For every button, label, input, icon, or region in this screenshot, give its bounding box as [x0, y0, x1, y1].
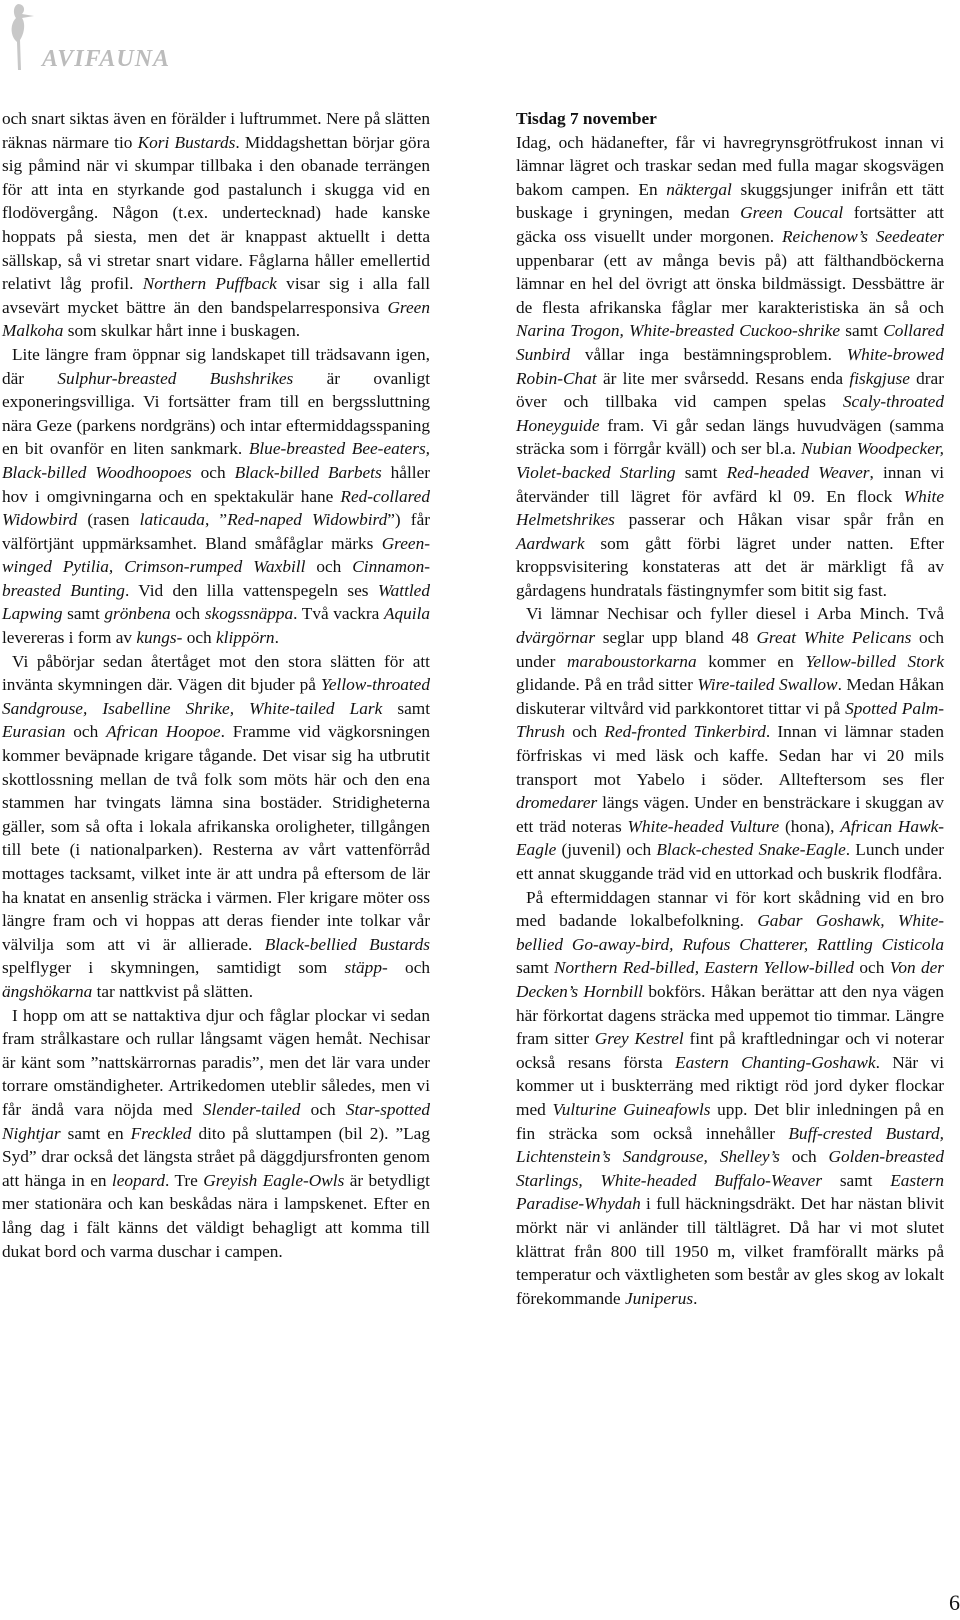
paragraph: I hopp om att se nattaktiva djur och fåglar plockar vi sedan fram strålkastare och rullar långsamt vägen hemåt. Nechisar är känt som ”nattskärrornas paradis”, men det lär vara under torrare omständigheter. Artrikedomen uteblir således, men vi får ändå vara nöjda med Slender-tailed och Star-spotted Nightjar samt en Freckled dito på sluttampen (bil 2). ”Lag Syd” drar också det längsta strået på däggdjursfronten genom att hänga in en leopard. Tre Greyish Eagle-Owls är betydligt mer stationära och kan beskådas nära i lampskenet. Efter en lång dag i fält känns det väldigt behagligt att komma till dukat bord och varma duschar i campen.: [2, 1005, 431, 1261]
species-name: Eastern Paradise-Whydah: [516, 1170, 944, 1214]
species-name: Sulphur-breasted Bushshrikes: [57, 368, 294, 388]
species-name: Green Coucal: [740, 203, 844, 223]
species-name: Black-bellied Bustards: [264, 934, 430, 954]
species-name: Red-headed Weaver: [726, 462, 870, 482]
species-name: African Hoopoe: [106, 722, 221, 742]
species-name: White-headed Vulture: [627, 816, 780, 836]
species-name: African Hawk-Eagle: [516, 816, 944, 860]
species-name: Scaly-throated Honeyguide: [516, 392, 944, 435]
species-name: Wire-tailed Swallow: [697, 675, 838, 695]
species-name: Eurasian: [2, 722, 66, 742]
species-name: grönbena: [104, 604, 171, 624]
species-name: Slender-tailed: [202, 1099, 301, 1119]
species-name: Eastern Chanting-Goshawk: [675, 1052, 876, 1072]
page-number: 6: [949, 1590, 960, 1615]
species-name: Red-fronted Tinkerbird: [604, 722, 766, 742]
right-column: [516, 107, 944, 1310]
species-name: Great White Pelicans: [756, 628, 912, 648]
species-name: White Helmetshrikes: [516, 486, 944, 530]
species-name: White-browed Robin-Chat: [516, 344, 944, 388]
species-name: stäpp-: [344, 958, 388, 978]
species-name: Juniperus: [624, 1288, 694, 1308]
species-name: Aquila: [383, 604, 431, 624]
species-name: ängshökarna: [2, 981, 93, 1001]
paragraph: Idag, och hädanefter, får vi havregrynsgrötfrukost innan vi lämnar lägret och traskar sedan med fulla magar skogsvägen bakom campen. En näktergal skuggsjunger inifrån ett tätt buskage i gryningen, medan Green Coucal fortsätter att gäcka oss visuellt under morgonen. Reichenow’s Seedeater uppenbarar (ett av många bevis på) att fälthandböckerna lämnar en hel del övrigt att önska bildmässigt. Dessbättre är de flesta afrikanska fåglar mer karakteristiska än så och Narina Trogon, White-breasted Cuckoo-shrike samt Collared Sunbird vållar inga bestämningsproblem. White-browed Robin-Chat är lite mer svårsedd. Resans enda fiskgjuse drar över och tillbaka vid campen spelas Scaly-throated Honeyguide fram. Vi går sedan längs huvudvägen (samma sträcka som i förrgår kväll) och ser bl.a. Nubian Woodpecker, Violet-backed Starling samt Red-headed Weaver, innan vi återvänder till lägret för avfärd kl 09. En flock White Helmetshrikes passerar och Håkan visar spår från en Aardwark som gått förbi lägret under natten. Efter kroppsvisitering konstateras att det är märkligt få av gårdagens hundratals fästingnymfer som bitit sig fast.: [516, 132, 945, 600]
species-name: Freckled: [130, 1123, 192, 1143]
species-name: Grey Kestrel: [594, 1029, 684, 1049]
species-name: dromedarer: [516, 793, 598, 813]
paragraph: Vi påbörjar sedan återtåget mot den stora slätten för att invänta skymningen där. Vägen dit bjuder på Yellow-throated Sandgrouse, Isabelline Shrike, White-tailed Lark samt Eurasian och African Hoopoe. Framme vid vägkorsningen kommer beväpnade krigare tågande. Det visar sig ha utbrutit skottlossning mellan de två folk som möts här och den ena stammen har tvingats lämna sina bostäder. Stridigheterna gäller, som så ofta i lokala afrikanska oroligheter, tillgången till bete (i nationalparken). Resterna av vårt vattenförråd mottages tacksamt, vilket inte är att undra på eftersom de lär ha knatat en ansenlig sträcka i värmen. Fler krigare möter oss längre fram och vi hoppas att deras fiender inte tolkar vår välvilja som att vi är allierade. Black-bellied Bustards spelflyger i skymningen, samtidigt som stäpp- och ängshökarna tar nattkvist på slätten.: [2, 651, 431, 1001]
paragraph: Lite längre fram öppnar sig landskapet till trädsavann igen, där Sulphur-breasted Bushshrikes är ovanligt exponeringsvilliga. Vi fortsätter fram till en bergssluttning nära Geze (parkens nordgräns) och intar eftermiddagsspaning en bit ovanför en liten sankmark. Blue-breasted Bee-eaters, Black-billed Woodhoopoes och Black-billed Barbets håller hov i omgivningarna och en spektakulär hane Red-collared Widowbird (rasen laticauda, ”Red-naped Widowbird”) får välförtjänt uppmärksamhet. Bland småfåglar märks Green-winged Pytilia, Crimson-rumped Waxbill och Cinnamon-breasted Bunting. Vid den lilla vattenspegeln ses Wattled Lapwing samt grönbena och skogssnäppa. Två vackra Aquila levereras i form av kungs- och klippörn.: [2, 344, 431, 648]
species-name: dvärgörnar: [516, 628, 596, 648]
species-name: maraboustorkarna: [566, 651, 697, 671]
species-name: Blue-breasted Bee-eaters, Black-billed Woodhoopoes: [2, 439, 430, 482]
species-name: Reichenow’s Seedeater: [781, 226, 944, 246]
paragraph: På eftermiddagen stannar vi för kort skådning vid en bro med badande lokalbefolkning. Gabar Goshawk, White-bellied Go-away-bird, Rufous Chatterer, Rattling Cisticola samt Northern Red-billed, Eastern Yellow-billed och Von der Decken’s Hornbill bokförs. Håkan berättar att den nya vägen här förkortat dagens sträcka med uppemot tio timmar. Längre fram sitter Grey Kestrel fint på kraftledningar och vi noterar också resans första Eastern Chanting-Goshawk. När vi kommer ut i buskterräng med riktigt röd jord dyker flockar med Vulturine Guineafowls upp. Det blir inledningen på en fin sträcka som också innehåller Buff-crested Bustard, Lichtenstein’s Sandgrouse, Shelley’s och Golden-breasted Starlings, White-headed Buffalo-Weaver samt Eastern Paradise-Whydah i full häckningsdräkt. Det har nästan blivit mörkt när vi anländer till tältlägret. Då har vi mot slutet klättrat från 800 till 1950 m, vilket framförallt märks på temperatur och växtligheten som består av gles skog av lokalt förekommande Juniperus.: [516, 887, 945, 1308]
species-name: Black-chested Snake-Eagle: [656, 840, 846, 860]
species-name: Spotted Palm-Thrush: [516, 698, 944, 742]
species-name: Red-collared Widowbird: [2, 486, 430, 530]
species-name: Buff-crested Bustard, Lichtenstein’s Sandgrouse, Shelley’s: [516, 1123, 944, 1167]
species-name: skogssnäppa: [204, 604, 294, 624]
day-heading: Tisdag 7 november: [516, 109, 657, 128]
species-name: leopard: [111, 1170, 166, 1190]
publication-logo-text: AVIFAUNA: [42, 46, 171, 72]
species-name: Star-spotted Nightjar: [2, 1099, 431, 1143]
species-name: Red-naped Widowbird: [227, 510, 388, 530]
species-name: fiskgjuse: [849, 368, 910, 388]
species-name: Collared Sunbird: [516, 321, 944, 364]
species-name: Green-winged Pytilia, Crimson-rumped Waxbill: [2, 533, 430, 577]
species-name: Wattled Lapwing: [2, 580, 430, 624]
species-name: Aardwark: [516, 533, 585, 553]
species-name: Vulturine Guineafowls: [552, 1099, 711, 1119]
species-name: laticauda: [139, 510, 205, 530]
species-name: Von der Decken’s Hornbill: [516, 958, 945, 1001]
species-name: klippörn: [216, 628, 275, 648]
species-name: Green Malkoha: [2, 297, 430, 341]
species-name: Northern Red-billed, Eastern Yellow-billed: [554, 958, 855, 978]
species-name: Nubian Woodpecker, Violet-backed Starling: [516, 439, 944, 482]
heron-logo-icon: [4, 2, 38, 72]
species-name: Cinnamon-breasted Bunting: [2, 557, 431, 600]
species-name: Northern Puffback: [142, 274, 277, 294]
page-header: [0, 0, 960, 80]
paragraph: Vi lämnar Nechisar och fyller diesel i Arba Minch. Två dvärgörnar seglar upp bland 48 Great White Pelicans och under maraboustorkarna kommer en Yellow-billed Stork glidande. På en tråd sitter Wire-tailed Swallow. Medan Håkan diskuterar viltvård vid parkkontoret tittar vi på Spotted Palm-Thrush och Red-fronted Tinkerbird. Innan vi lämnar staden förfriskas vi med läsk och kaffe. Sedan har vi 20 mils transport mot Yabelo i söder. Allteftersom ses fler dromedarer längs vägen. Under en bensträckare i skuggan av ett träd noteras White-headed Vulture (hona), African Hawk-Eagle (juvenil) och Black-chested Snake-Eagle. Lunch under ett annat skuggande träd vid en uttorkad och buskrik flodfåra.: [516, 604, 944, 883]
species-name: kungs-: [136, 628, 183, 648]
species-name: Kori Bustards: [137, 132, 236, 152]
paragraph: och snart siktas även en förälder i luftrummet. Nere på slätten räknas närmare tio Kori Bustards. Middagshettan börjar göra sig påmind när vi skumpar tillbaka i den obanade terrängen för att inta en styrkande god pastalunch i skugga vid en flodövergång. Någon (t.ex. undertecknad) hade kanske hoppats på siesta, men det är knappast aktuellt i detta sällskap, så vi stretar snart vidare. Fåglarna håller emellertid relativt låg profil. Northern Puffback visar sig i alla fall avsevärt mycket bättre än den bandspelarresponsiva Green Malkoha som skulkar hårt inne i buskagen.: [2, 109, 430, 341]
species-name: Golden-breasted Starlings, White-headed Buffalo-Weaver: [516, 1147, 944, 1190]
species-name: Yellow-billed Stork: [805, 651, 944, 671]
species-name: Gabar Goshawk, White-bellied Go-away-bird, Rufous Chatterer, Rattling Cisticola: [516, 911, 944, 954]
species-name: Greyish Eagle-Owls: [203, 1170, 345, 1190]
species-name: Black-billed Barbets: [234, 462, 382, 482]
species-name: Narina Trogon, White-breasted Cuckoo-shrike: [516, 321, 841, 341]
species-name: näktergal: [666, 179, 732, 199]
species-name: Yellow-throated Sandgrouse, Isabelline Shrike, White-tailed Lark: [2, 675, 430, 718]
left-column: [2, 107, 430, 1263]
